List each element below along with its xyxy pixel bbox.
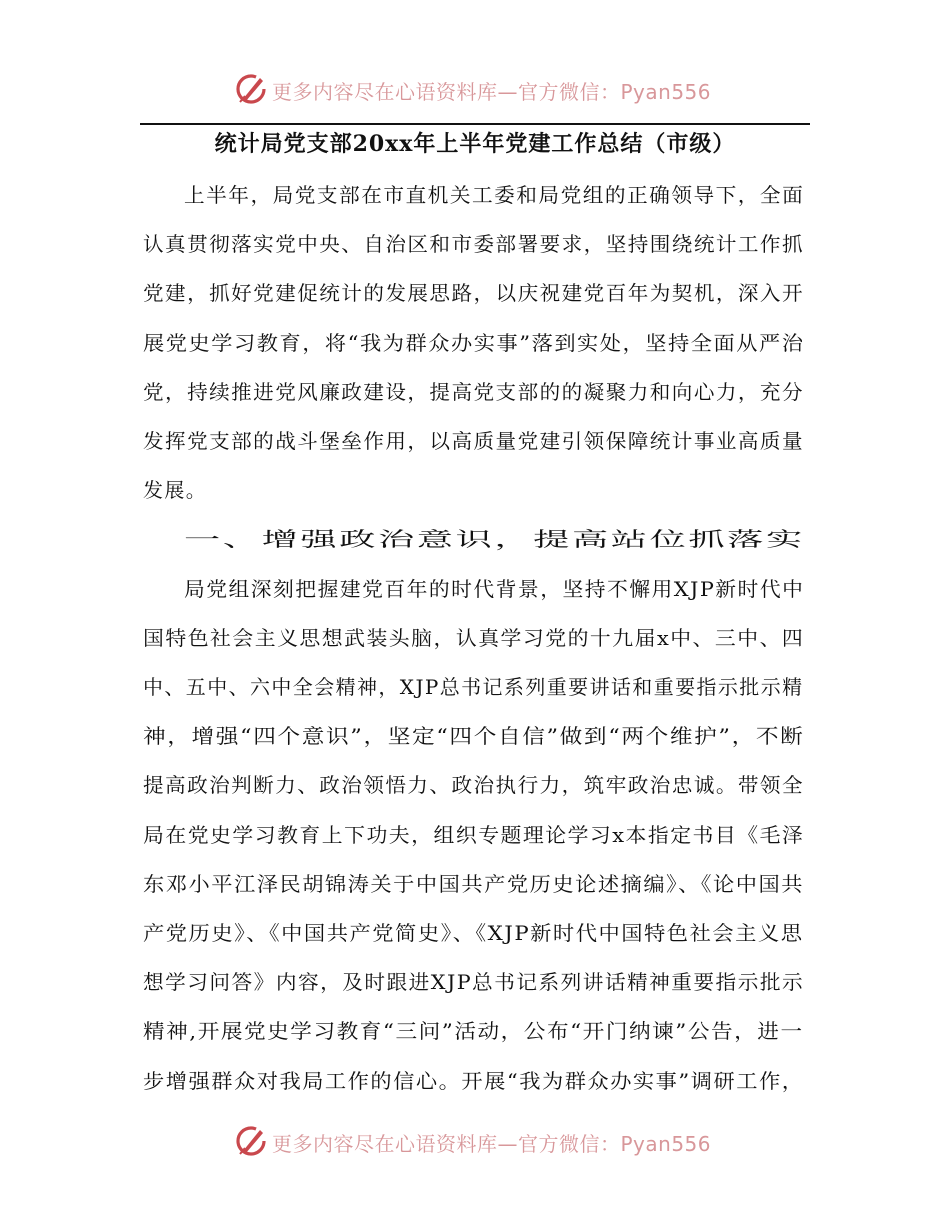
body-line: 中、五中、六中全会精神，XJP总书记系列重要讲话和重要指示批示精: [143, 675, 804, 699]
watermark-footer: [0, 1122, 950, 1162]
quill-logo-icon: [234, 1124, 268, 1158]
body-line: 产党历史》、《中国共产党简史》、《XJP新时代中国特色社会主义思: [143, 921, 804, 945]
body-line: 发展。: [143, 478, 208, 503]
watermark-text: 更多内容尽在心语资料库—官方微信：Pyan556: [272, 1132, 712, 1156]
page-title: 统计局党支部20xx年上半年党建工作总结（市级）: [214, 131, 736, 157]
body-line: 提高政治判断力、政治领悟力、政治执行力，筑牢政治忠诚。带领全: [143, 773, 805, 798]
body-line: 发挥党支部的战斗堡垒作用，以高质量党建引领保障统计事业高质量: [143, 429, 805, 453]
body-line: 东邓小平江泽民胡锦涛关于中国共产党历史论述摘编》、《论中国共: [143, 871, 804, 896]
body-line: 国特色社会主义思想武装头脑，认真学习党的十九届x中、三中、四: [143, 625, 805, 650]
body-line: 想学习问答》内容，及时跟进XJP总书记系列讲话精神重要指示批示: [143, 970, 805, 995]
watermark-text: 更多内容尽在心语资料库—官方微信：Pyan556: [272, 80, 712, 104]
body-line: 步增强群众对我局工作的信心。开展“我为群众办实事”调研工作，: [143, 1068, 805, 1093]
body-line: 党，持续推进党风廉政建设，提高党支部的的凝聚力和向心力，充分: [143, 379, 805, 404]
body-line: 神，增强“四个意识”，坚定“四个自信”做到“两个维护”，不断: [143, 724, 805, 749]
body-line: 上半年，局党支部在市直机关工委和局党组的正确领导下，全面: [184, 183, 805, 207]
body-line: 认真贯彻落实党中央、自治区和市委部署要求，坚持围绕统计工作抓: [143, 232, 805, 257]
body-line: 局党组深刻把握建党百年的时代背景，坚持不懈用XJP新时代中: [184, 576, 805, 601]
body-line: 一、增强政治意识，提高站位抓落实: [184, 527, 805, 552]
body-line: 党建，抓好党建促统计的发展思路，以庆祝建党百年为契机，深入开: [143, 281, 805, 306]
quill-logo-icon: [234, 72, 268, 106]
header-rule: [140, 123, 810, 125]
body-line: 展党史学习教育，将“我为群众办实事”落到实处，坚持全面从严治: [143, 330, 805, 355]
watermark-header: [0, 70, 950, 110]
body-line: 局在党史学习教育上下功夫，组织专题理论学习x本指定书目《毛泽: [143, 822, 805, 847]
body-line: 精神,开展党史学习教育“三问”活动，公布“开门纳谏”公告，进一: [143, 1019, 804, 1044]
